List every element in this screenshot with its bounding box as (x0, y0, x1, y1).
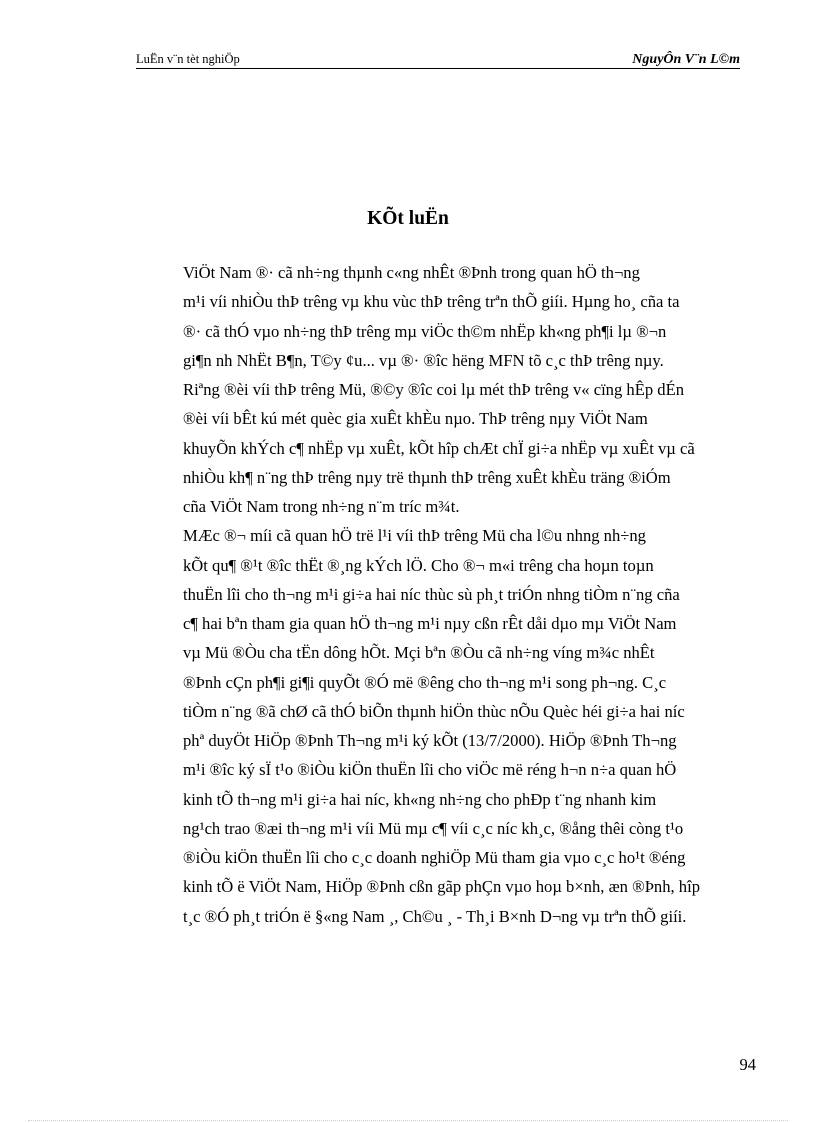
text-line: ®iÒu kiÖn thuËn lîi cho c¸c doanh nghiÖp Mü tham gia vµo c¸c ho¹t ®éng (183, 848, 686, 867)
paragraph-1 (136, 258, 740, 521)
text-line: ®Þnh cÇn ph¶i gi¶i quyÕt ®Ó më ®êng cho th¬ng m¹i song ph¬ng. C¸c (183, 672, 667, 692)
text-line: tiÒm n¨ng ®ã chØ cã thÓ biÕn thµnh hiÖn thùc nÕu Quèc héi gi÷a hai níc (183, 701, 685, 721)
text-line: kinh tÕ th¬ng m¹i gi÷a hai níc, kh«ng nh÷ng cho phÐp t¨ng nhanh kim (183, 789, 657, 809)
header-thesis-label: LuËn v¨n tèt nghiÖp (136, 52, 240, 66)
header-divider (136, 68, 740, 69)
text-line: ng¹ch trao ®æi th¬ng m¹i víi Mü mµ c¶ víi c¸c níc kh¸c, ®ång thêi còng t¹o (183, 818, 684, 838)
text-line: gi¶n nh NhËt B¶n, T©y ¢u... vµ ®· ®îc hëng MFN tõ c¸c thÞ trêng nµy. (183, 350, 664, 370)
text-line: kinh tÕ ë ViÖt Nam, HiÖp ®Þnh cßn gãp phÇn vµo hoµ b×nh, æn ®Þnh, hîp (183, 877, 701, 897)
page-title: KÕt luËn (367, 208, 449, 229)
text-line: kÕt qu¶ ®¹t ®îc thËt ®¸ng kÝch lÖ. Cho ®¬ m«i trêng cha hoµn toµn (183, 555, 654, 575)
footer-dotted-rule (28, 1120, 788, 1121)
text-line: cña ViÖt Nam trong nh÷ng n¨m tríc m¾t. (183, 497, 460, 516)
text-line: m¹i ®îc ký sÏ t¹o ®iÒu kiÖn thuËn lîi cho viÖc më réng h¬n n÷a quan hÖ (183, 760, 677, 780)
paragraph-2 (136, 521, 740, 931)
text-line: ®èi víi bÊt kú mét quèc gia xuÊt khÈu nµo. ThÞ trêng nµy ViÖt Nam (183, 409, 648, 429)
text-line: thuËn lîi cho th¬ng m¹i gi÷a hai níc thùc sù ph¸t triÓn nhng tiÒm n¨ng cña (183, 584, 680, 604)
header-author-name: NguyÔn V¨n L©m (632, 52, 740, 67)
text-line: khuyÕn khÝch c¶ nhËp vµ xuÊt, kÕt hîp chÆt chÏ gi÷a nhËp vµ xuÊt vµ cã (183, 438, 695, 458)
text-line: t¸c ®Ó ph¸t triÓn ë §«ng Nam ¸, Ch©u ¸ - Th¸i B×nh D¬ng vµ trªn thÕ giíi. (183, 906, 687, 926)
text-line: vµ Mü ®Òu cha tËn dông hÕt. Mçi bªn ®Òu cã nh÷ng víng m¾c nhÊt (183, 643, 655, 663)
body-text (136, 258, 740, 931)
text-line: phª duyÖt HiÖp ®Þnh Th¬ng m¹i ký kÕt (13/7/2000). HiÖp ®Þnh Th¬ng (183, 731, 677, 750)
text-line: MÆc ®¬ míi cã quan hÖ trë l¹i víi thÞ trêng Mü cha l©u nhng nh÷ng (183, 526, 646, 546)
text-line: c¶ hai bªn tham gia quan hÖ th¬ng m¹i nµy cßn rÊt dåi dµo mµ ViÖt Nam (183, 614, 677, 633)
text-line: m¹i víi nhiÒu thÞ trêng vµ khu vùc thÞ trêng trªn thÕ giíi. Hµng ho¸ cña ta (183, 292, 680, 312)
page-number: 94 (739, 1055, 756, 1074)
text-line: ®· cã thÓ vµo nh÷ng thÞ trêng mµ viÖc th©m nhËp kh«ng ph¶i lµ ®¬n (183, 321, 667, 341)
text-line: Riªng ®èi víi thÞ trêng Mü, ®©y ®îc coi lµ mét thÞ trêng v« cïng hÊp dÉn (183, 380, 685, 399)
text-line: ViÖt Nam ®· cã nh÷ng thµnh c«ng nhÊt ®Þnh trong quan hÖ th¬ng (183, 263, 640, 282)
text-line: nhiÒu kh¶ n¨ng thÞ trêng nµy trë thµnh thÞ trêng xuÊt khÈu träng ®iÓm (183, 467, 671, 487)
